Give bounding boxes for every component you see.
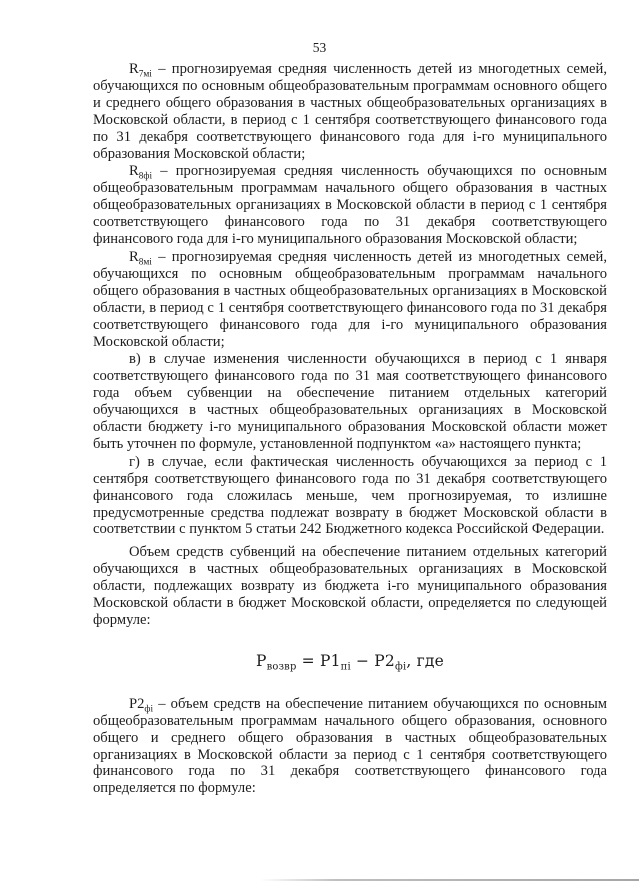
definition-p2fi: [93, 696, 607, 797]
definition-text: – объем средств на обеспечение питанием обучающихся по основным общеобразовательным программам начального общего образования, основного общего и среднего общего образования в частных общеобразовательных организациях в Московской области за период с 1 сентября соответствующего финансового года по 31 декабря соответствующего финансового года определяется по формуле:: [93, 695, 607, 797]
formula-equals: =: [296, 651, 320, 670]
formula-term1-subscript: пi: [340, 661, 351, 673]
symbol-subscript: 7мi: [138, 69, 152, 80]
symbol: R: [129, 248, 139, 265]
definition-r7mi: [93, 61, 607, 162]
document-body: [93, 61, 607, 797]
page-number: 53: [312, 40, 327, 55]
definition-r8mi: [93, 249, 607, 350]
symbol: R: [129, 61, 139, 77]
symbol-subscript: 8фi: [138, 171, 153, 182]
formula-lhs: P: [255, 651, 267, 670]
formula-term2-subscript: фi: [394, 661, 407, 673]
symbol-subscript: 8мi: [138, 257, 152, 268]
subpoint-v: в) в случае изменения численности обучающихся в период с 1 января соответствующего финансового года по 31 мая соответствующего финансового года объем субвенции на обеспечение питанием отдельных категорий обучающихся в частных общеобразовательных организациях в Московской области бюджету i-го муниципального образования Московской области может быть уточнен по формуле, установленной подпунктом «а» настоящего пункта;: [93, 351, 607, 452]
volume-paragraph: Объем средств субвенций на обеспечение питанием отдельных категорий обучающихся в частных общеобразовательных организациях в Московской области, подлежащих возврату из бюджета i-го муниципального образования Московской области в бюджет Московской области, определяется по следующей формуле:: [93, 544, 607, 628]
definition-text: – прогнозируемая средняя численность обучающихся по основным общеобразовательным программам начального общего образования в частных общеобразовательных организациях в Московской области в период с 1 сентября соответствующего финансового года по 31 декабря соответствующего финансового года для i-го муниципального образования Московской области;: [93, 163, 607, 248]
formula-term2: P2: [374, 651, 395, 670]
symbol: R: [129, 163, 139, 180]
return-formula: [93, 651, 607, 673]
formula-tail: , где: [406, 651, 445, 670]
formula-lhs-subscript: возвр: [266, 661, 297, 673]
formula-minus: −: [350, 651, 375, 670]
formula-term1: P1: [319, 651, 341, 670]
scan-edge-line: [260, 879, 639, 881]
definition-text: – прогнозируемая средняя численность детей из многодетных семей, обучающихся по основным общеобразовательным программам основного общего и среднего общего образования в частных общеобразовательных организациях в Московской области, в период с 1 сентября соответствующего финансового года по 31 декабря соответствующего финансового года для i-го муниципального образования Московской области;: [93, 61, 607, 162]
symbol: P2: [129, 695, 145, 712]
symbol-subscript: фi: [144, 704, 154, 715]
definition-text: – прогнозируемая средняя численность детей из многодетных семей, обучающихся по основным общеобразовательным программам начального общего образования в частных общеобразовательных организациях в Московской области, в период с 1 сентября соответствующего финансового года по 31 декабря соответствующего финансового года для i-го муниципального образования Московской области;: [93, 248, 607, 350]
subpoint-g: г) в случае, если фактическая численность обучающихся за период с 1 сентября соответствующего финансового года по 31 декабря соответствующего финансового года сложилась меньше, чем прогнозируемая, то излишне предусмотренные средства подлежат возврату в бюджет Московской области в соответствии с пунктом 5 статьи 242 Бюджетного кодекса Российской Федерации.: [93, 453, 607, 538]
definition-r8fi: [93, 163, 607, 248]
